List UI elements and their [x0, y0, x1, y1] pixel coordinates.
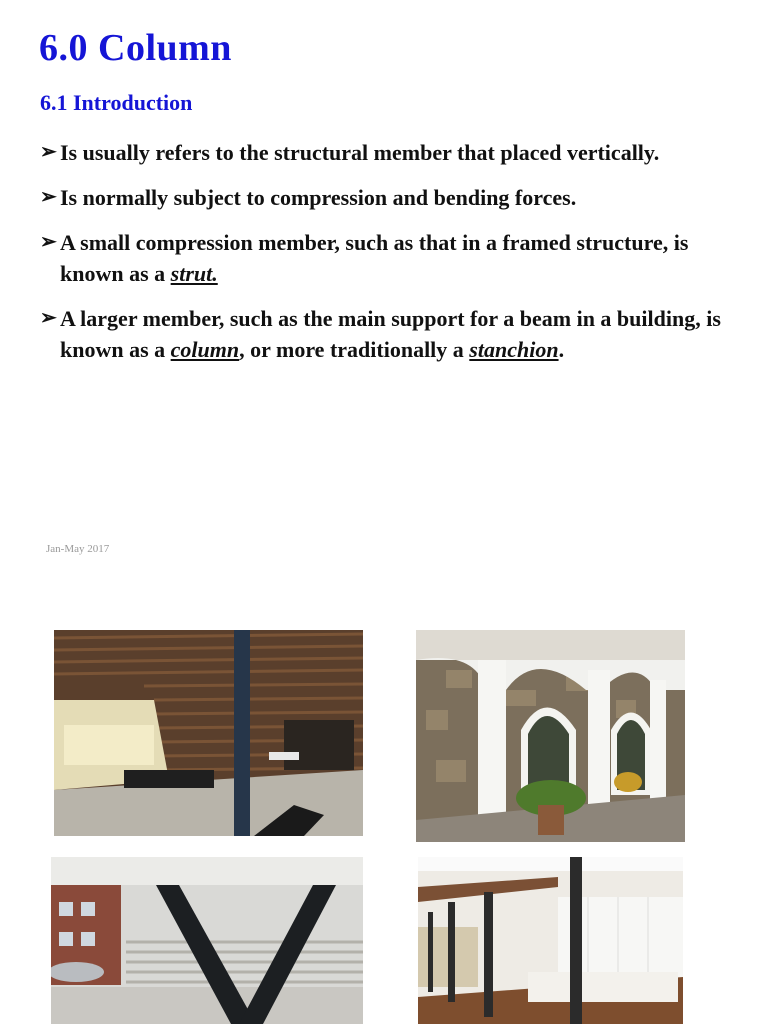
arrow-bullet-icon: ➢ — [40, 231, 57, 253]
photo-patio-column — [54, 630, 363, 836]
photo-porch-columns — [416, 630, 685, 842]
page-title: 6.0 Column — [39, 27, 232, 69]
term-column: column — [170, 337, 240, 362]
bullet-text: . — [558, 337, 565, 362]
bullet-item — [40, 303, 740, 365]
arrow-bullet-icon: ➢ — [40, 186, 57, 208]
term-strut: strut. — [170, 261, 218, 286]
arrow-bullet-icon: ➢ — [40, 307, 57, 329]
bullet-text: A small compression member, such as that in a framed structure, is known as a — [60, 230, 689, 286]
footer-date: Jan-May 2017 — [46, 543, 110, 555]
bullet-item — [40, 227, 740, 289]
arrow-bullet-icon: ➢ — [40, 141, 57, 163]
bullet-text: A larger member, such as the main support for a beam in a building, is known as a — [60, 306, 721, 362]
bullet-item — [40, 182, 740, 213]
bullet-list — [40, 137, 740, 379]
photo-v-steel-column — [51, 857, 363, 1024]
photo-loft-iron-columns — [418, 857, 683, 1024]
term-stanchion: stanchion — [469, 337, 559, 362]
bullet-item — [40, 137, 740, 168]
bullet-text: , or more traditionally a — [239, 337, 470, 362]
section-subtitle: 6.1 Introduction — [40, 90, 193, 115]
bullet-text: Is usually refers to the structural member that placed vertically. — [60, 140, 660, 165]
bullet-text: Is normally subject to compression and bending forces. — [60, 185, 577, 210]
